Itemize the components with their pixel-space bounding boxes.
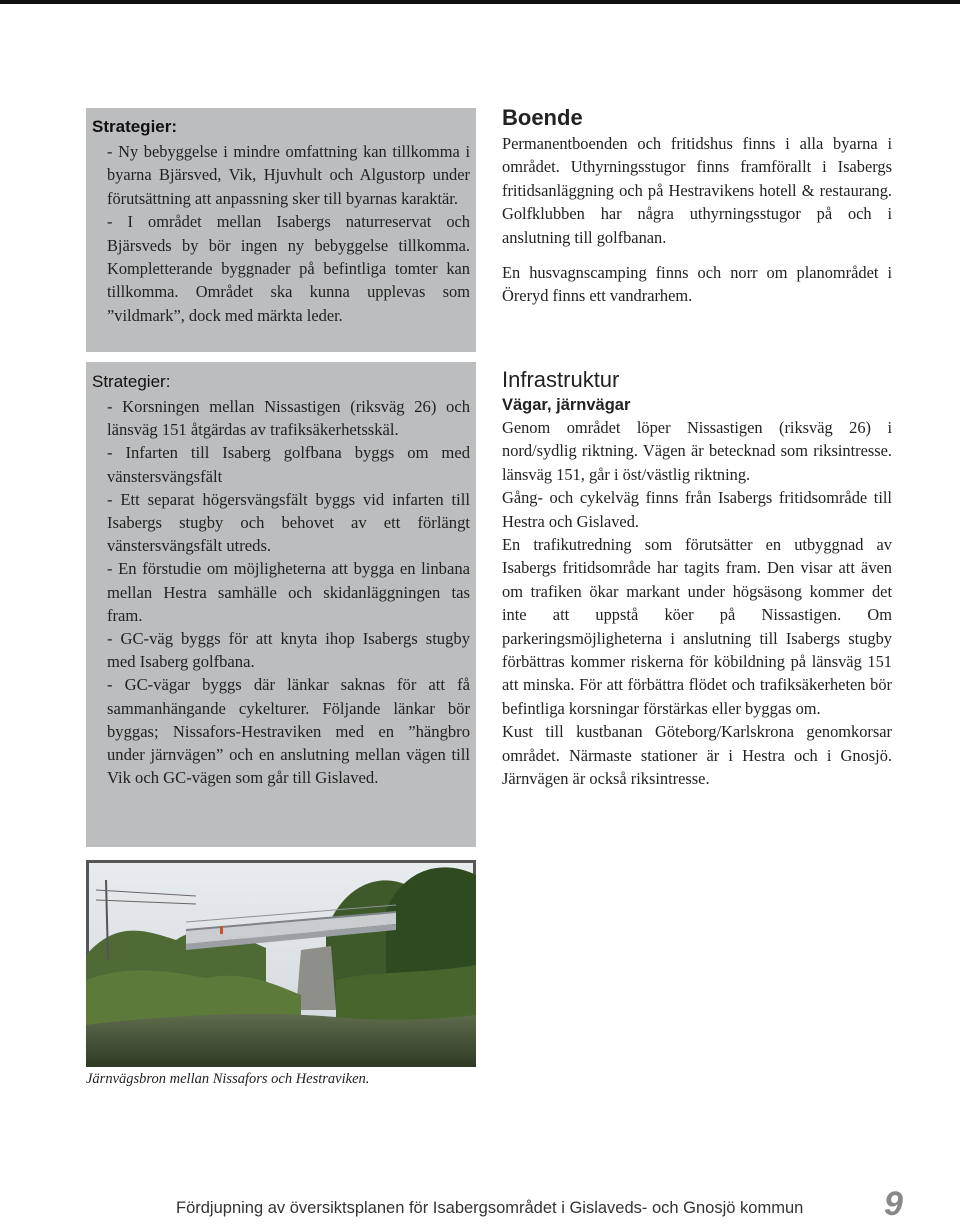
strategies-heading: Strategier: (92, 117, 178, 136)
page-footer: Fördjupning av översiktsplanen för Isabergsområdet i Gislaveds- och Gnosjö kommun (176, 1199, 804, 1217)
top-rule (0, 0, 960, 4)
boende-heading: Boende (502, 105, 583, 130)
infrastruktur-paragraph: En trafikutredning som förutsätter en utbyggnad av Isabergs fritidsområde har tagits fram. Den visar att även om trafiken ökar markant under högsäsong kommer det inte att uppstå köer på Nissastigen. Om parkeringsmöjligheterna i anslutning till Isabergs stugby förbättras kommer riskerna för köbildning på länsväg 151 att minska. För att förbättra flödet och trafiksäkerheten bör befintliga korsningar förstärkas eller byggas om. (502, 535, 892, 718)
strategy-item: - I området mellan Isabergs naturreservat och Bjärsveds by bör ingen ny bebyggelse tillkomma. Kompletterande byggnader på befintliga tomter kan tillkomma. Området ska kunna upplevas som ”vildmark”, dock med märkta leder. (107, 212, 470, 325)
strategy-item: - Ny bebyggelse i mindre omfattning kan tillkomma i byarna Bjärsved, Vik, Hjuvhult och Algustorp under förutsättning att anpassning sker till byarnas karaktär. (107, 142, 470, 208)
infrastruktur-paragraph: Kust till kustbanan Göteborg/Karlskrona genomkorsar området. Närmaste stationer är i Hestra och i Gnosjö. Järnvägen är också riksintresse. (502, 722, 892, 789)
boende-paragraph: Permanentboenden och fritidshus finns i alla byarna i området. Uthyrningsstugor finns framförallt i Isabergs fritidsanläggning och på Hestravikens hotell & restaurang. Golfklubben har några uthyrningsstugor på och i anslutning till golfbanan. (502, 134, 892, 247)
infrastruktur-section (502, 366, 892, 791)
bridge-photo (86, 860, 476, 1067)
infrastruktur-paragraph: Genom området löper Nissastigen (riksväg 26) i nord/sydlig riktning. Vägen är betecknad som riksintresse. länsväg 151, går i öst/västlig riktning. (502, 418, 892, 484)
strategy-item: - Infarten till Isaberg golfbana byggs om med vänstersvängsfält (107, 443, 470, 486)
page-number: 9 (884, 1185, 903, 1223)
strategy-item: - GC-vägar byggs där länkar saknas för att få sammanhängande cykelturer. Följande länkar bör byggas; Nissafors-Hestraviken med en ”hängbro under järnvägen” och en anslutning mellan vägen till Vik och GC-vägen som går till Gislaved. (107, 675, 470, 788)
boende-section (502, 104, 892, 308)
strategy-item: - En förstudie om möjligheterna att bygga en linbana mellan Hestra samhälle och skidanläggningen tas fram. (107, 559, 470, 625)
strategies-heading: Strategier: (92, 372, 171, 391)
boende-paragraph: En husvagnscamping finns och norr om planområdet i Öreryd finns ett vandrarhem. (502, 263, 892, 306)
photo-caption: Järnvägsbron mellan Nissafors och Hestraviken. (86, 1071, 370, 1087)
strategy-item: - Korsningen mellan Nissastigen (riksväg 26) och länsväg 151 åtgärdas av trafiksäkerhetsskäl. (107, 397, 470, 440)
strategy-item: - Ett separat högersvängsfält byggs vid infarten till Isabergs stugby och behovet av ett förlängt vänstersvängsfält utreds. (107, 489, 470, 556)
infrastruktur-subheading: Vägar, järnvägar (502, 396, 631, 414)
infrastruktur-paragraph: Gång- och cykelväg finns från Isabergs fritidsområde till Hestra och Gislaved. (502, 488, 892, 531)
strategy-item: - GC-väg byggs för att knyta ihop Isabergs stugby med Isaberg golfbana. (107, 629, 470, 672)
bridge-illustration (86, 860, 476, 1067)
strategies-box-1 (86, 108, 476, 352)
strategies-box-2 (86, 362, 476, 847)
infrastruktur-heading: Infrastruktur (502, 367, 620, 392)
